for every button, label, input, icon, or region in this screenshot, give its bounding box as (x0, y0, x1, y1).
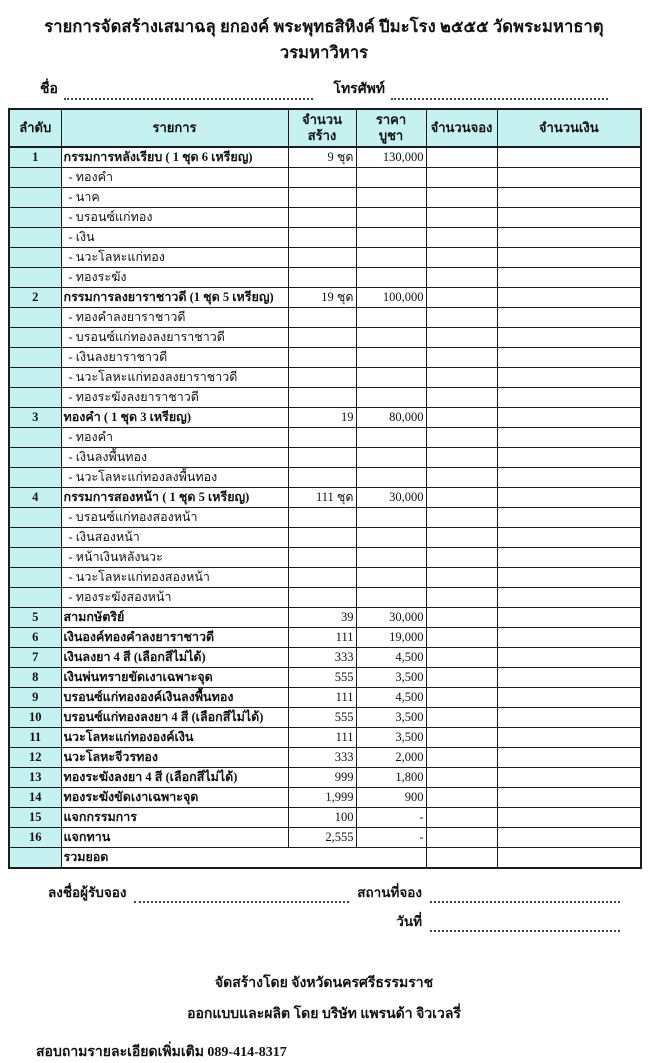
row-number-cell: 5 (9, 608, 61, 628)
booked-qty-cell (426, 768, 497, 788)
row-number-cell: 6 (9, 628, 61, 648)
qty-made-cell: 555 (288, 708, 356, 728)
amount-cell (497, 268, 641, 288)
row-number-cell (9, 568, 61, 588)
booked-qty-cell (426, 448, 497, 468)
sub-item-row (9, 388, 641, 408)
item-row (9, 408, 641, 428)
qty-made-cell: 111 ชุด (288, 488, 356, 508)
item-name-cell: - นวะโลหะแก่ทองลงพื้นทอง (61, 468, 288, 488)
sub-item-row (9, 228, 641, 248)
amount-cell (497, 748, 641, 768)
row-number-cell: 2 (9, 288, 61, 308)
booked-qty-cell (426, 568, 497, 588)
booked-qty-cell (426, 208, 497, 228)
amount-cell (497, 308, 641, 328)
booked-qty-cell (426, 728, 497, 748)
phone-label: โทรศัพท์ (333, 82, 386, 97)
row-number-cell (9, 208, 61, 228)
row-number-cell (9, 228, 61, 248)
item-row (9, 808, 641, 828)
row-number-cell: 15 (9, 808, 61, 828)
amount-cell (497, 848, 641, 869)
row-number-cell (9, 388, 61, 408)
item-row (9, 147, 641, 168)
item-name-cell: บรอนซ์แก่ทองลงยา 4 สี (เลือกสีไม่ได้) (61, 708, 288, 728)
qty-made-cell: 9 ชุด (288, 147, 356, 168)
amount-cell (497, 188, 641, 208)
date-row (48, 910, 620, 932)
price-cell (356, 568, 426, 588)
booked-qty-cell (426, 468, 497, 488)
item-name-cell: - เงินลงพื้นทอง (61, 448, 288, 468)
item-name-cell: - ทองคำลงยาราชาวดี (61, 308, 288, 328)
price-cell (356, 348, 426, 368)
item-name-cell: - นวะโลหะแก่ทอง (61, 248, 288, 268)
price-cell (356, 508, 426, 528)
booked-qty-cell (426, 268, 497, 288)
row-number-cell (9, 508, 61, 528)
sub-item-row (9, 528, 641, 548)
row-number-cell: 7 (9, 648, 61, 668)
sub-item-row (9, 468, 641, 488)
header-price: ราคา บูชา (356, 109, 426, 147)
booked-qty-cell (426, 548, 497, 568)
row-number-cell: 13 (9, 768, 61, 788)
table-header (9, 109, 641, 147)
row-number-cell (9, 528, 61, 548)
amount-cell (497, 528, 641, 548)
contact-line: สอบถามรายละเอียดเพิ่มเติม 089-414-8317 (36, 1045, 287, 1060)
booked-qty-cell (426, 188, 497, 208)
booked-qty-cell (426, 708, 497, 728)
row-number-cell (9, 468, 61, 488)
header-no: ลำดับ (9, 109, 61, 147)
amount-cell (497, 508, 641, 528)
item-row (9, 648, 641, 668)
item-name-cell: - ทองระฆังสองหน้า (61, 588, 288, 608)
price-cell: 130,000 (356, 147, 426, 168)
page-title: รายการจัดสร้างเสมาฉลุ ยกองค์ พระพุทธสิหิงค์ ปีมะโรง ๒๕๕๕ วัดพระมหาธาตุวรมหาวิหาร (44, 17, 604, 62)
row-number-cell (9, 268, 61, 288)
item-row (9, 668, 641, 688)
booked-qty-cell (426, 288, 497, 308)
item-name-cell: - เงินลงยาราชาวดี (61, 348, 288, 368)
row-number-cell (9, 328, 61, 348)
sub-item-row (9, 368, 641, 388)
price-cell: 900 (356, 788, 426, 808)
qty-made-cell: 111 (288, 728, 356, 748)
item-name-cell: - ทองคำ (61, 428, 288, 448)
item-name-cell: กรรมการสองหน้า ( 1 ชุด 5 เหรียญ) (61, 488, 288, 508)
item-row (9, 488, 641, 508)
amount-cell (497, 328, 641, 348)
booked-qty-cell (426, 668, 497, 688)
qty-made-cell (288, 268, 356, 288)
amount-cell (497, 147, 641, 168)
qty-made-cell (288, 528, 356, 548)
amount-cell (497, 648, 641, 668)
qty-made-cell: 333 (288, 648, 356, 668)
item-name-cell: - เงินสองหน้า (61, 528, 288, 548)
price-cell (356, 188, 426, 208)
qty-made-cell: 39 (288, 608, 356, 628)
qty-made-cell: 100 (288, 808, 356, 828)
phone-fill-line (391, 86, 608, 100)
amount-cell (497, 288, 641, 308)
qty-made-cell (288, 168, 356, 188)
qty-made-cell (288, 548, 356, 568)
qty-made-cell (288, 588, 356, 608)
qty-made-cell (288, 428, 356, 448)
price-cell (356, 428, 426, 448)
price-cell (356, 388, 426, 408)
item-name-cell: ทองระฆังลงยา 4 สี (เลือกสีไม่ได้) (61, 768, 288, 788)
order-table-body (9, 147, 641, 868)
price-cell: 3,500 (356, 728, 426, 748)
qty-made-cell (288, 388, 356, 408)
sign-label: ลงชื่อผู้รับจอง (48, 885, 127, 900)
designed-by-line: ออกแบบและผลิต โดย บริษัท แพรนด้า จิวเวลรี่ (187, 1007, 461, 1022)
qty-made-cell: 19 (288, 408, 356, 428)
item-row (9, 828, 641, 848)
header-item: รายการ (61, 109, 288, 147)
price-cell (356, 328, 426, 348)
item-name-cell: ทองคำ ( 1 ชุด 3 เหรียญ) (61, 408, 288, 428)
booked-qty-cell (426, 748, 497, 768)
booked-qty-cell (426, 348, 497, 368)
row-number-cell: 10 (9, 708, 61, 728)
sub-item-row (9, 308, 641, 328)
sub-item-row (9, 588, 641, 608)
made-by-line: จัดสร้างโดย จังหวัดนครศรีธรรมราช (214, 976, 434, 991)
item-name-cell: เงินพ่นทรายขัดเงาเฉพาะจุด (61, 668, 288, 688)
item-name-cell: - นวะโลหะแก่ทองลงยาราชาวดี (61, 368, 288, 388)
qty-made-cell (288, 368, 356, 388)
item-name-cell: - ทองระฆัง (61, 268, 288, 288)
price-cell (356, 268, 426, 288)
price-cell: 30,000 (356, 488, 426, 508)
row-number-cell (9, 368, 61, 388)
date-fill-line (430, 919, 620, 933)
amount-cell (497, 788, 641, 808)
name-label: ชื่อ (40, 82, 58, 97)
sub-item-row (9, 328, 641, 348)
qty-made-cell (288, 508, 356, 528)
order-table (8, 108, 642, 869)
amount-cell (497, 628, 641, 648)
price-cell: 3,500 (356, 668, 426, 688)
booked-qty-cell (426, 308, 497, 328)
item-name-cell: - ทองระฆังลงยาราชาวดี (61, 388, 288, 408)
item-name-cell: กรรมการลงยาราชาวดี (1 ชุด 5 เหรียญ) (61, 288, 288, 308)
item-name-cell: นวะโลหะแก่ทององค์เงิน (61, 728, 288, 748)
qty-made-cell (288, 568, 356, 588)
booked-qty-cell (426, 628, 497, 648)
amount-cell (497, 388, 641, 408)
price-cell (356, 468, 426, 488)
row-number-cell: 11 (9, 728, 61, 748)
item-name-cell: ทองระฆังขัดเงาเฉพาะจุด (61, 788, 288, 808)
booked-qty-cell (426, 848, 497, 869)
booked-qty-cell (426, 168, 497, 188)
item-name-cell: นวะโลหะจีวรทอง (61, 748, 288, 768)
amount-cell (497, 208, 641, 228)
qty-made-cell (288, 308, 356, 328)
total-label-cell: รวมยอด (61, 848, 426, 869)
row-number-cell (9, 308, 61, 328)
booked-qty-cell (426, 788, 497, 808)
qty-made-cell (288, 348, 356, 368)
place-fill-line (430, 890, 620, 904)
row-number-cell (9, 248, 61, 268)
booked-qty-cell (426, 428, 497, 448)
booked-qty-cell (426, 688, 497, 708)
price-cell (356, 168, 426, 188)
qty-made-cell: 999 (288, 768, 356, 788)
amount-cell (497, 548, 641, 568)
row-number-cell (9, 168, 61, 188)
item-name-cell: - บรอนซ์แก่ทองสองหน้า (61, 508, 288, 528)
item-row (9, 608, 641, 628)
price-cell: 1,800 (356, 768, 426, 788)
item-name-cell: - บรอนซ์แก่ทอง (61, 208, 288, 228)
row-number-cell (9, 588, 61, 608)
item-row (9, 728, 641, 748)
price-cell: 30,000 (356, 608, 426, 628)
item-name-cell: แจกกรรมการ (61, 808, 288, 828)
booked-qty-cell (426, 528, 497, 548)
amount-cell (497, 708, 641, 728)
price-cell: 4,500 (356, 648, 426, 668)
name-phone-line (40, 78, 608, 100)
item-row (9, 748, 641, 768)
amount-cell (497, 248, 641, 268)
amount-cell (497, 348, 641, 368)
qty-made-cell (288, 248, 356, 268)
row-number-cell (9, 428, 61, 448)
booked-qty-cell (426, 648, 497, 668)
price-cell: 3,500 (356, 708, 426, 728)
item-row (9, 788, 641, 808)
booked-qty-cell (426, 488, 497, 508)
qty-made-cell (288, 468, 356, 488)
amount-cell (497, 668, 641, 688)
amount-cell (497, 488, 641, 508)
row-number-cell: 16 (9, 828, 61, 848)
amount-cell (497, 408, 641, 428)
qty-made-cell: 333 (288, 748, 356, 768)
signature-block (48, 881, 620, 932)
item-name-cell: เงินองค์ทองคำลงยาราชาวดี (61, 628, 288, 648)
qty-made-cell (288, 208, 356, 228)
row-number-cell (9, 848, 61, 869)
qty-made-cell: 111 (288, 688, 356, 708)
price-cell (356, 588, 426, 608)
qty-made-cell (288, 328, 356, 348)
sub-item-row (9, 268, 641, 288)
row-number-cell: 8 (9, 668, 61, 688)
price-cell (356, 308, 426, 328)
booked-qty-cell (426, 828, 497, 848)
sub-item-row (9, 168, 641, 188)
row-number-cell (9, 188, 61, 208)
price-cell (356, 448, 426, 468)
qty-made-cell: 2,555 (288, 828, 356, 848)
name-fill-line (64, 86, 314, 100)
booked-qty-cell (426, 808, 497, 828)
item-row (9, 688, 641, 708)
amount-cell (497, 428, 641, 448)
booked-qty-cell (426, 228, 497, 248)
sub-item-row (9, 428, 641, 448)
amount-cell (497, 828, 641, 848)
sub-item-row (9, 348, 641, 368)
price-cell: 80,000 (356, 408, 426, 428)
header-booked: จำนวนจอง (426, 109, 497, 147)
price-cell: 4,500 (356, 688, 426, 708)
sub-item-row (9, 448, 641, 468)
row-number-cell: 1 (9, 147, 61, 168)
amount-cell (497, 768, 641, 788)
amount-cell (497, 468, 641, 488)
header-amount: จำนวนเงิน (497, 109, 641, 147)
item-name-cell: - นาค (61, 188, 288, 208)
qty-made-cell: 19 ชุด (288, 288, 356, 308)
sub-item-row (9, 508, 641, 528)
price-cell (356, 248, 426, 268)
price-cell (356, 208, 426, 228)
header-qty: จำนวน สร้าง (288, 109, 356, 147)
item-row (9, 768, 641, 788)
item-name-cell: แจกทาน (61, 828, 288, 848)
item-name-cell: สามกษัตริย์ (61, 608, 288, 628)
booked-qty-cell (426, 588, 497, 608)
price-cell: - (356, 808, 426, 828)
sub-item-row (9, 188, 641, 208)
qty-made-cell: 1,999 (288, 788, 356, 808)
amount-cell (497, 608, 641, 628)
row-number-cell: 14 (9, 788, 61, 808)
item-name-cell: เงินลงยา 4 สี (เลือกสีไม่ได้) (61, 648, 288, 668)
amount-cell (497, 168, 641, 188)
row-number-cell: 9 (9, 688, 61, 708)
item-name-cell: - ทองคำ (61, 168, 288, 188)
booked-qty-cell (426, 328, 497, 348)
item-name-cell: บรอนซ์แก่ทององค์เงินลงพื้นทอง (61, 688, 288, 708)
date-label: วันที่ (396, 914, 422, 929)
total-row (9, 848, 641, 869)
place-label: สถานที่จอง (357, 885, 422, 900)
booked-qty-cell (426, 508, 497, 528)
sign-row (48, 881, 620, 903)
item-name-cell: - บรอนซ์แก่ทองลงยาราชาวดี (61, 328, 288, 348)
booked-qty-cell (426, 388, 497, 408)
sub-item-row (9, 568, 641, 588)
amount-cell (497, 688, 641, 708)
price-cell (356, 548, 426, 568)
row-number-cell (9, 348, 61, 368)
row-number-cell: 12 (9, 748, 61, 768)
price-cell: 100,000 (356, 288, 426, 308)
row-number-cell: 3 (9, 408, 61, 428)
price-cell (356, 528, 426, 548)
row-number-cell (9, 448, 61, 468)
amount-cell (497, 448, 641, 468)
sub-item-row (9, 548, 641, 568)
qty-made-cell: 555 (288, 668, 356, 688)
price-cell: - (356, 828, 426, 848)
sub-item-row (9, 248, 641, 268)
row-number-cell (9, 548, 61, 568)
qty-made-cell (288, 228, 356, 248)
item-row (9, 628, 641, 648)
booked-qty-cell (426, 368, 497, 388)
item-row (9, 708, 641, 728)
amount-cell (497, 808, 641, 828)
qty-made-cell: 111 (288, 628, 356, 648)
item-name-cell: - หน้าเงินหลังนวะ (61, 548, 288, 568)
price-cell (356, 368, 426, 388)
item-name-cell: กรรมการหลังเรียบ ( 1 ชุด 6 เหรียญ) (61, 147, 288, 168)
price-cell (356, 228, 426, 248)
amount-cell (497, 368, 641, 388)
booked-qty-cell (426, 408, 497, 428)
amount-cell (497, 568, 641, 588)
sub-item-row (9, 208, 641, 228)
price-cell: 2,000 (356, 748, 426, 768)
qty-made-cell (288, 188, 356, 208)
amount-cell (497, 728, 641, 748)
sign-fill-line (134, 890, 349, 904)
item-row (9, 288, 641, 308)
qty-made-cell (288, 448, 356, 468)
item-name-cell: - นวะโลหะแก่ทองสองหน้า (61, 568, 288, 588)
price-cell: 19,000 (356, 628, 426, 648)
amount-cell (497, 228, 641, 248)
booked-qty-cell (426, 248, 497, 268)
item-name-cell: - เงิน (61, 228, 288, 248)
booked-qty-cell (426, 147, 497, 168)
row-number-cell: 4 (9, 488, 61, 508)
amount-cell (497, 588, 641, 608)
booked-qty-cell (426, 608, 497, 628)
